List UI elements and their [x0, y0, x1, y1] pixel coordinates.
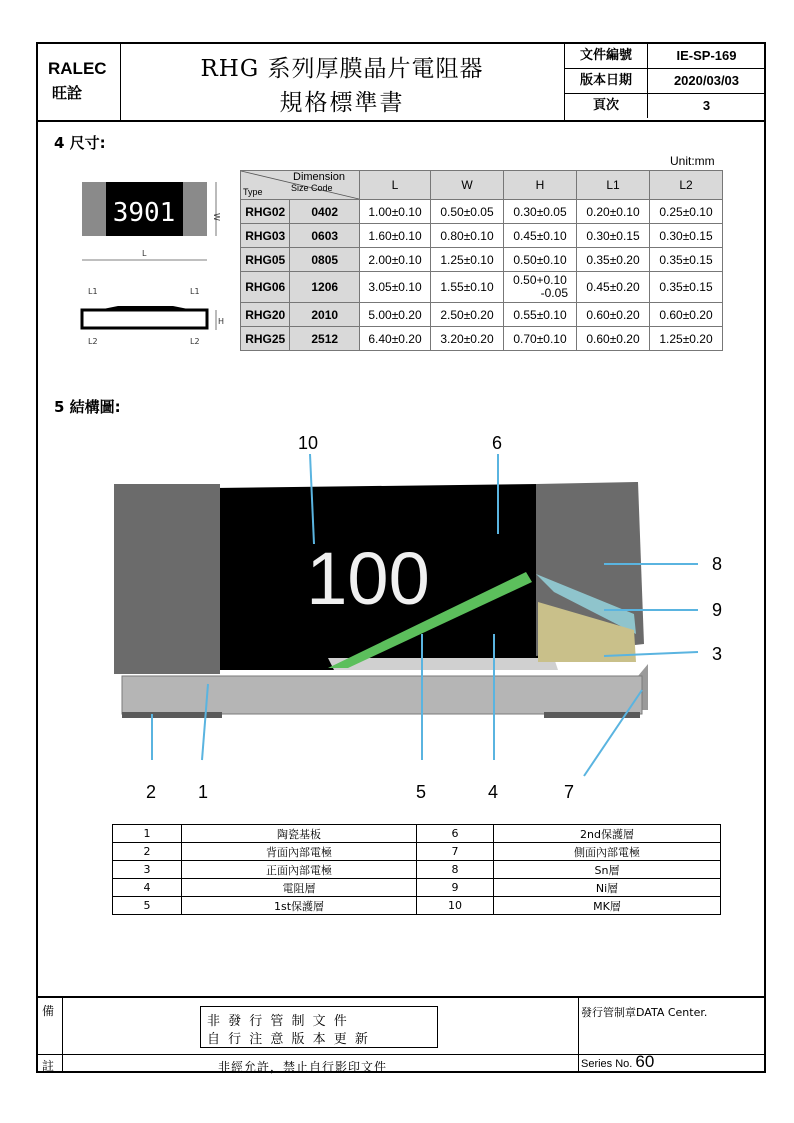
- corner-size-code: Size Code: [291, 183, 333, 193]
- value-cell: 3.05±0.10: [360, 272, 431, 303]
- doc-number: IE-SP-169: [676, 48, 737, 63]
- meta-key: 文件編號: [565, 44, 648, 68]
- value-cell: 0.30±0.15: [650, 224, 723, 248]
- value-cell: 0.70±0.10: [504, 327, 577, 351]
- table-row: [241, 327, 723, 351]
- terminal-left: [82, 182, 106, 236]
- l2-label-right: L2: [190, 337, 200, 346]
- value-cell: 1.25±0.10: [431, 248, 504, 272]
- type-cell: RHG06: [241, 272, 290, 303]
- callout-8: 8: [712, 554, 723, 574]
- type-cell: RHG03: [241, 224, 290, 248]
- table-row: [113, 843, 721, 861]
- ceramic-substrate: [122, 676, 642, 714]
- value-cell: 3.20±0.20: [431, 327, 504, 351]
- col-header: L2: [650, 171, 723, 200]
- legend-number: 10: [417, 897, 494, 915]
- legend-number: 7: [417, 843, 494, 861]
- legend-number: 8: [417, 861, 494, 879]
- value-cell: 0.45±0.20: [577, 272, 650, 303]
- legend-text: Ni層: [494, 879, 721, 897]
- company-logo: [38, 44, 121, 120]
- remark-label-top: 備: [42, 1004, 55, 1018]
- type-cell: RHG05: [241, 248, 290, 272]
- callout-1: 1: [198, 782, 209, 802]
- value-cell: 1.60±0.10: [360, 224, 431, 248]
- table-row: [241, 224, 723, 248]
- value-cell: 0.25±0.10: [650, 200, 723, 224]
- table-row: [113, 879, 721, 897]
- document-meta: [564, 44, 765, 120]
- meta-row: [565, 69, 765, 94]
- issuer-column: [578, 998, 765, 1073]
- resistor-marking: 100: [306, 537, 430, 620]
- value-cell: 2.50±0.20: [431, 303, 504, 327]
- value-cell: 1.25±0.20: [650, 327, 723, 351]
- l2-label-left: L2: [88, 337, 98, 346]
- remark-label-column: [38, 998, 63, 1073]
- value-cell: 1.55±0.10: [431, 272, 504, 303]
- meta-key: 頁次: [565, 94, 648, 118]
- series-row: [581, 1052, 654, 1072]
- value-cell-h-tolerance: [504, 272, 577, 303]
- value-cell: 0.60±0.20: [577, 303, 650, 327]
- legend-number: 1: [113, 825, 182, 843]
- legend-text: Sn層: [494, 861, 721, 879]
- code-cell: 0402: [290, 200, 360, 224]
- callout-2: 2: [146, 782, 157, 802]
- type-cell: RHG20: [241, 303, 290, 327]
- code-cell: 2512: [290, 327, 360, 351]
- code-cell: 0805: [290, 248, 360, 272]
- chip-side-drawing: [78, 296, 238, 356]
- value-cell: 0.60±0.20: [577, 327, 650, 351]
- l1-label-left: L1: [88, 287, 98, 296]
- callout-7: 7: [564, 782, 575, 802]
- legend-text: 側面內部電極: [494, 843, 721, 861]
- legend-text: MK層: [494, 897, 721, 915]
- type-cell: RHG25: [241, 327, 290, 351]
- value-cell: 2.00±0.10: [360, 248, 431, 272]
- notice-line-2: 自 行 注 意 版 本 更 新: [207, 1032, 370, 1047]
- document-title: RHG 系列厚膜晶片電阻器: [200, 56, 484, 82]
- page-number: 3: [702, 98, 711, 113]
- structure-legend-table: [112, 824, 721, 915]
- code-cell: 0603: [290, 224, 360, 248]
- value-cell: 0.60±0.20: [650, 303, 723, 327]
- value-cell: 0.80±0.10: [431, 224, 504, 248]
- unit-label: Unit:mm: [670, 154, 715, 168]
- back-electrode-left: [122, 712, 222, 718]
- value-cell: 0.50±0.05: [431, 200, 504, 224]
- meta-key: 版本日期: [565, 69, 648, 93]
- dimension-table: [240, 170, 723, 351]
- callout-10: 10: [298, 433, 319, 453]
- company-name-en: RALEC: [48, 59, 107, 78]
- table-header-row: [241, 171, 723, 200]
- corner-dimension: Dimension: [293, 171, 345, 183]
- callout-6: 6: [492, 433, 503, 453]
- callout-5: 5: [416, 782, 427, 802]
- page-frame: [36, 42, 766, 1073]
- terminal-right: [183, 182, 207, 236]
- value-cell: 0.50±0.10: [504, 248, 577, 272]
- control-notice-box: [200, 1006, 438, 1048]
- code-cell: 1206: [290, 272, 360, 303]
- legend-text: 正面內部電極: [182, 861, 417, 879]
- section-5-heading: 5 結構圖:: [54, 398, 121, 416]
- legend-number: 2: [113, 843, 182, 861]
- chip-marking: 3901: [112, 198, 176, 228]
- legend-number: 3: [113, 861, 182, 879]
- value-cell: 6.40±0.20: [360, 327, 431, 351]
- value-cell: 0.20±0.10: [577, 200, 650, 224]
- h-plus: 0.50+0.10: [513, 273, 567, 287]
- company-name-zh: 旺詮: [52, 84, 83, 102]
- notice-line-1: 非 發 行 管 制 文 件: [207, 1014, 349, 1029]
- meta-row: [565, 44, 765, 69]
- value-cell: 5.00±0.20: [360, 303, 431, 327]
- structure-diagram: [38, 424, 764, 809]
- col-header: H: [504, 171, 577, 200]
- copy-prohibition: 非經允許，禁止自行影印文件: [218, 1060, 388, 1074]
- type-cell: RHG02: [241, 200, 290, 224]
- h-minus: -0.05: [540, 286, 568, 300]
- table-row: [241, 272, 723, 303]
- section-4-heading: 4 尺寸:: [54, 134, 106, 152]
- legend-number: 4: [113, 879, 182, 897]
- document-footer: [38, 996, 764, 1073]
- legend-text: 2nd保護層: [494, 825, 721, 843]
- table-row: [113, 861, 721, 879]
- table-row: [241, 303, 723, 327]
- col-header: W: [431, 171, 504, 200]
- value-cell: 0.35±0.20: [577, 248, 650, 272]
- table-row: [113, 825, 721, 843]
- document-subtitle: 規格標準書: [279, 90, 405, 116]
- legend-number: 9: [417, 879, 494, 897]
- chip-dimension-drawing: [78, 178, 228, 308]
- remark-label-bottom: 註: [42, 1059, 55, 1073]
- col-header: L: [360, 171, 431, 200]
- code-cell: 2010: [290, 303, 360, 327]
- col-header: L1: [577, 171, 650, 200]
- series-label: Series No.: [581, 1058, 633, 1070]
- table-row: [113, 897, 721, 915]
- value-cell: 0.55±0.10: [504, 303, 577, 327]
- terminal-left-3d: [114, 484, 220, 674]
- corner-type: Type: [243, 187, 263, 197]
- table-row: [241, 200, 723, 224]
- table-corner-cell: [241, 171, 360, 200]
- meta-row: [565, 94, 765, 118]
- value-cell: 0.30±0.05: [504, 200, 577, 224]
- table-row: [241, 248, 723, 272]
- version-date: 2020/03/03: [673, 73, 740, 88]
- issuer-stamp-label: 發行管制章DATA Center.: [581, 1006, 708, 1019]
- l-label: L: [142, 249, 147, 258]
- callout-9: 9: [712, 600, 723, 620]
- legend-number: 6: [417, 825, 494, 843]
- series-number: 60: [635, 1052, 655, 1071]
- callout-4: 4: [488, 782, 499, 802]
- value-cell: 0.35±0.15: [650, 272, 723, 303]
- w-label: W: [212, 213, 221, 221]
- value-cell: 1.00±0.10: [360, 200, 431, 224]
- value-cell: 0.30±0.15: [577, 224, 650, 248]
- value-cell: 0.45±0.10: [504, 224, 577, 248]
- document-header: [38, 44, 764, 122]
- legend-text: 陶瓷基板: [182, 825, 417, 843]
- callout-3: 3: [712, 644, 723, 664]
- legend-text: 背面內部電極: [182, 843, 417, 861]
- value-cell: 0.35±0.15: [650, 248, 723, 272]
- legend-text: 電阻層: [182, 879, 417, 897]
- l1-label-right: L1: [190, 287, 200, 296]
- h-label: H: [218, 317, 225, 326]
- legend-text: 1st保護層: [182, 897, 417, 915]
- legend-number: 5: [113, 897, 182, 915]
